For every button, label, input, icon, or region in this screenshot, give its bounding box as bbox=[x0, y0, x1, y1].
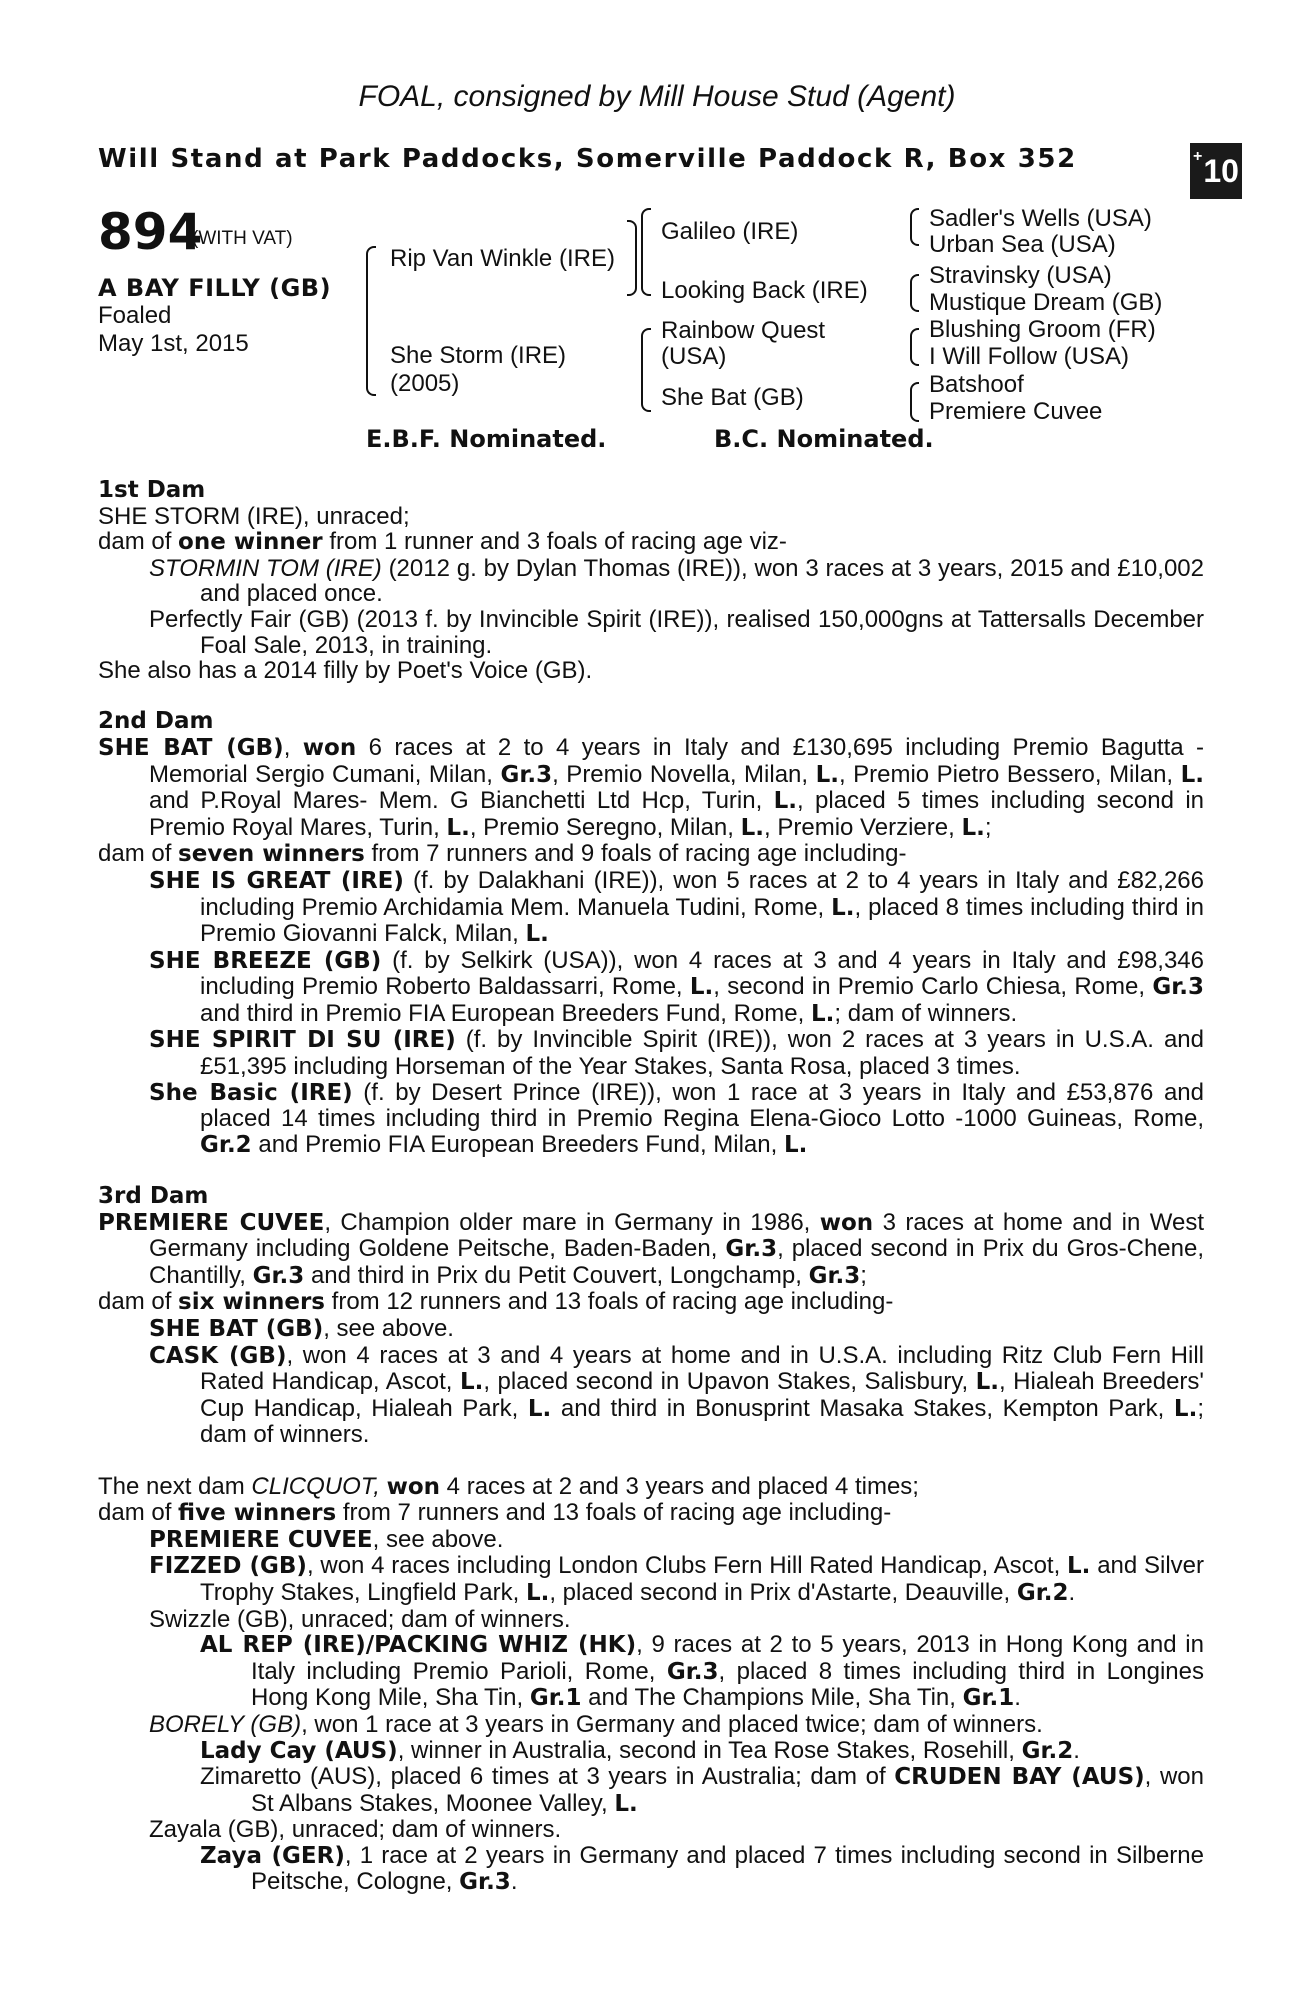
grandparent-3: Stravinsky (USA) bbox=[929, 262, 1112, 289]
next-dam-record: The next dam CLICQUOT, won 4 races at 2 and 3 years and placed 4 times; bbox=[98, 1472, 919, 1500]
produce-entry: Swizzle (GB), unraced; dam of winners. bbox=[149, 1605, 571, 1633]
third-dam-record: PREMIERE CUVEE, Champion older mare in Germany in 1986, won 3 races at home and in West Germany including Goldene Peitsche, Baden-Baden, Gr.3, placed second in Prix du Gros-Chene, Chantilly, Gr.3 and third in Prix du Petit Couvert, Longchamp, Gr.3; bbox=[98, 1208, 1205, 1289]
catalogue-body bbox=[98, 478, 1204, 1896]
produce-entry: Zaya (GER), 1 race at 2 years in Germany and placed 7 times including second in Silberne Peitsche, Cologne, Gr.3. bbox=[200, 1841, 1204, 1896]
grandparent-1: Sadler's Wells (USA) bbox=[929, 205, 1152, 232]
produce-entry: Zayala (GB), unraced; dam of winners. bbox=[149, 1816, 562, 1844]
produce-entry: PREMIERE CUVEE, see above. bbox=[149, 1525, 504, 1553]
pedigree-brace-main bbox=[366, 246, 376, 396]
dam-sire-line2: (USA) bbox=[661, 343, 727, 370]
first-dam-line: SHE STORM (IRE), unraced; bbox=[98, 502, 410, 530]
pedigree-brace-g3 bbox=[910, 328, 919, 366]
ebf-nominated: E.B.F. Nominated. bbox=[366, 425, 607, 453]
first-dam-produce-line: dam of one winner from 1 runner and 3 foals of racing age viz- bbox=[98, 528, 787, 556]
grandparent-2: Urban Sea (USA) bbox=[929, 231, 1116, 258]
pedigree-brace-g2 bbox=[910, 274, 919, 312]
sire-name: Rip Van Winkle (IRE) bbox=[390, 245, 615, 272]
foaled-label: Foaled bbox=[98, 302, 172, 329]
vat-label: (WITH VAT) bbox=[192, 228, 293, 249]
produce-entry: Perfectly Fair (GB) (2013 f. by Invincible Spirit (IRE)), realised 150,000gns at Tattersalls December Foal Sale, 2013, in training. bbox=[149, 605, 1204, 659]
foaled-date: May 1st, 2015 bbox=[98, 330, 249, 357]
grandparent-8: Premiere Cuvee bbox=[929, 398, 1103, 425]
next-dam-produce-line: dam of five winners from 7 runners and 13 foals of racing age including- bbox=[98, 1499, 892, 1527]
produce-entry: Lady Cay (AUS), winner in Australia, second in Tea Rose Stakes, Rosehill, Gr.2. bbox=[200, 1736, 1080, 1764]
produce-entry: AL REP (IRE)/PACKING WHIZ (HK), 9 races at 2 to 5 years, 2013 in Hong Kong and in Italy including Premio Parioli, Rome, Gr.3, placed 8 times including third in Longines Hong Kong Mile, Sha Tin, Gr.1 and The Champions Mile, Sha Tin, Gr.1. bbox=[200, 1631, 1204, 1712]
grandparent-6: I Will Follow (USA) bbox=[929, 343, 1130, 370]
third-dam-produce-line: dam of six winners from 12 runners and 13 foals of racing age including- bbox=[98, 1288, 894, 1316]
first-dam-note: She also has a 2014 filly by Poet's Voice (GB). bbox=[98, 657, 593, 685]
dam-name: She Storm (IRE) bbox=[390, 342, 567, 369]
pedigree-brace-g1 bbox=[910, 208, 919, 246]
badge-number: 10 bbox=[1203, 152, 1239, 189]
horse-description: A BAY FILLY (GB) bbox=[98, 274, 332, 302]
dam-dam: She Bat (GB) bbox=[661, 384, 804, 411]
produce-entry: BORELY (GB), won 1 race at 3 years in Germany and placed twice; dam of winners. bbox=[149, 1710, 1043, 1738]
produce-entry: SHE BAT (GB), see above. bbox=[149, 1315, 454, 1342]
second-dam-produce-line: dam of seven winners from 7 runners and 9 foals of racing age including- bbox=[98, 840, 907, 868]
grandparent-4: Mustique Dream (GB) bbox=[929, 289, 1163, 316]
produce-entry: STORMIN TOM (IRE) (2012 g. by Dylan Thomas (IRE)), won 3 races at 3 years, 2015 and £10,002 and placed once. bbox=[149, 554, 1204, 608]
dam-sire-line1: Rainbow Quest bbox=[661, 317, 826, 344]
badge-plus: + bbox=[1193, 148, 1203, 165]
pedigree-brace-sire bbox=[627, 220, 637, 296]
produce-entry: SHE BREEZE (GB) (f. by Selkirk (USA)), won 4 races at 3 and 4 years in Italy and £98,346 including Premio Roberto Baldassarri, Rome, L., second in Premio Carlo Chiesa, Rome, Gr.3 and third in Premio FIA European Breeders Fund, Rome, L.; dam of winners. bbox=[149, 946, 1204, 1027]
produce-entry: CASK (GB), won 4 races at 3 and 4 years at home and in U.S.A. including Ritz Club Fern Hill Rated Handicap, Ascot, L., placed second in Upavon Stakes, Salisbury, L., Hialeah Breeders' Cup Handicap, Hialeah Park, L. and third in Bonusprint Masaka Stakes, Kempton Park, L.; dam of winners. bbox=[149, 1341, 1205, 1449]
pedigree-brace-sire-parents bbox=[641, 208, 651, 296]
page-title: FOAL, consigned by Mill House Stud (Agent) bbox=[358, 80, 956, 113]
first-dam-heading: 1st Dam bbox=[98, 477, 206, 503]
produce-entry: FIZZED (GB), won 4 races including London Clubs Fern Hill Rated Handicap, Ascot, L. and Silver Trophy Stakes, Lingfield Park, L., placed second in Prix d'Astarte, Deauville, Gr.2. bbox=[149, 1552, 1204, 1606]
lot-number: 894 bbox=[98, 203, 203, 261]
sire-sire: Galileo (IRE) bbox=[661, 218, 799, 245]
grandparent-7: Batshoof bbox=[929, 371, 1024, 398]
pedigree-brace-dam-parents bbox=[641, 328, 651, 412]
produce-entry: SHE SPIRIT DI SU (IRE) (f. by Invincible Spirit (IRE)), won 2 races at 3 years in U.S.A. and £51,395 including Horseman of the Year Stakes, Santa Rosa, placed 3 times. bbox=[149, 1026, 1204, 1081]
third-dam-heading: 3rd Dam bbox=[98, 1183, 209, 1210]
produce-entry: Zimaretto (AUS), placed 6 times at 3 years in Australia; dam of CRUDEN BAY (AUS), won St Albans Stakes, Moonee Valley, L. bbox=[200, 1763, 1204, 1817]
pedigree-brace-g4 bbox=[910, 382, 919, 422]
sire-dam: Looking Back (IRE) bbox=[661, 277, 868, 304]
bc-nominated: B.C. Nominated. bbox=[714, 425, 934, 453]
stable-badge bbox=[1190, 143, 1242, 199]
produce-entry: SHE IS GREAT (IRE) (f. by Dalakhani (IRE)), won 5 races at 2 to 4 years in Italy and £82,266 including Premio Archidamia Mem. Manuela Tudini, Rome, L., placed 8 times including third in Premio Giovanni Falck, Milan, L. bbox=[149, 866, 1205, 948]
dam-year: (2005) bbox=[390, 370, 460, 397]
stand-location: Will Stand at Park Paddocks, Somerville Paddock R, Box 352 bbox=[98, 144, 1077, 174]
grandparent-5: Blushing Groom (FR) bbox=[929, 316, 1156, 343]
second-dam-record: SHE BAT (GB), won 6 races at 2 to 4 years in Italy and £130,695 including Premio Bagutta - Memorial Sergio Cumani, Milan, Gr.3, Premio Novella, Milan, L., Premio Pietro Bessero, Milan, L. and P.Royal Mares- Mem. G Bianchetti Ltd Hcp, Turin, L., placed 5 times including second in Premio Royal Mares, Turin, L., Premio Seregno, Milan, L., Premio Verziere, L.; bbox=[98, 733, 1205, 841]
produce-entry: She Basic (IRE) (f. by Desert Prince (IRE)), won 1 race at 3 years in Italy and £53,876 and placed 14 times including third in Premio Regina Elena-Gioco Lotto -1000 Guineas, Rome, Gr.2 and Premio FIA European Breeders Fund, Milan, L. bbox=[149, 1078, 1204, 1158]
second-dam-heading: 2nd Dam bbox=[98, 708, 214, 735]
